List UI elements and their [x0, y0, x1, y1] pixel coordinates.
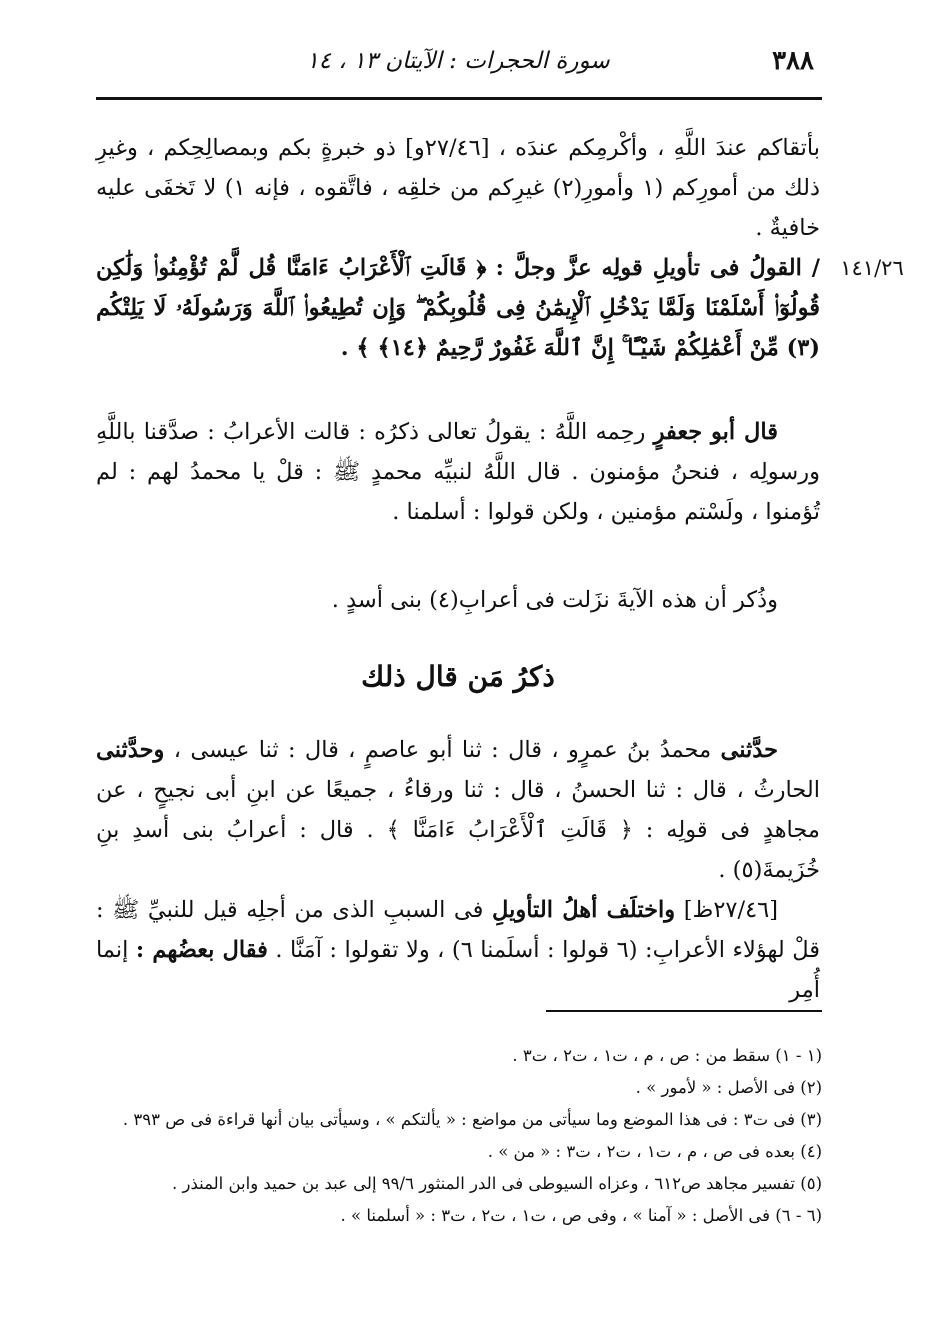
paragraph-revelation	[96, 580, 820, 620]
paragraph-disagreement	[96, 890, 820, 1010]
paragraph-abu-jafar-text	[96, 412, 820, 532]
folio-reference: [٢٧/٤٦ظ]	[683, 897, 779, 923]
narration-lead-2: وحدَّثنى	[96, 737, 165, 763]
disagreement-text-2: إنما أُمِر	[96, 937, 820, 1003]
disagreement-lead-2: فقال بعضُهم :	[135, 937, 268, 963]
paragraph-1-text: بأتقاكم عندَ اللَّهِ ، وأكْرمِكم عندَه ، [٢٧/٤٦و] ذو خبرةٍ بكم وبمصالِحِكم ، وغيرِ ذلك من أمورِكم (١ وأمورِ(٢) غيرِكم من خلقِه ، فاتَّقوه ، فإنه ١) لا تَخفَى عليه خافيةٌ .	[96, 135, 820, 241]
paragraph-1	[96, 128, 820, 248]
narration-text-1: محمدُ بنُ عمرٍو ، قال : ثنا أبو عاصمٍ ، قال : ثنا عيسى ،	[173, 737, 712, 763]
section-heading: ذكرُ مَن قال ذلك	[361, 660, 555, 693]
disagreement-text-1: فى السببِ الذى من أجلِه قيل للنبيِّ ﷺ : قلْ لهؤلاء الأعرابِ: (٦ قولوا : أسلَمنا ٦) ، ولا تقولوا : آمَنَّا .	[96, 897, 821, 963]
paragraph-narration	[96, 730, 820, 890]
footnote-6: (٦ - ٦) فى الأصل : « آمنا » ، وفى ص ، ت١ ، ت٢ ، ت٣ : « أسلمنا » .	[340, 1206, 822, 1225]
footnote-divider	[546, 1010, 822, 1012]
header-divider	[96, 97, 822, 100]
paragraph-disagreement-text	[96, 890, 820, 1010]
footnote-3: (٣) فى ت٣ : فى هذا الموضع وما سيأتى من مواضع : « يألتكم » ، وسيأتى بيان أنها قراءة فى ص ٣٩٣ .	[122, 1110, 822, 1129]
margin-reference: ١٤١/٢٦	[840, 256, 904, 280]
disagreement-lead: واختلَف أهلُ التأويلِ	[492, 897, 676, 923]
footnote-4: (٤) بعده فى ص ، م ، ت١ ، ت٢ ، ت٣ : « من » .	[487, 1142, 822, 1161]
paragraph-revelation-text: وذُكر أن هذه الآيةَ نزَلت فى أعرابِ(٤) بنى أسدٍ .	[331, 587, 778, 613]
paragraph-narration-text	[96, 730, 820, 890]
narration-lead: حدَّثنى	[720, 737, 779, 763]
footnotes	[96, 1040, 822, 1232]
verse-paragraph	[96, 248, 820, 368]
running-title: سورة الحجرات : الآيتان ١٣ ، ١٤	[306, 48, 610, 74]
verse-paragraph-text	[96, 248, 820, 368]
narration-text-2: الحارثُ ، قال : ثنا الحسنُ ، قال : ثنا ورقاءُ ، جميعًا عن ابنِ أبى نجيحٍ ، عن مجاهدٍ فى قولِه : ﴿ قَالَتِ ٱلْأَعْرَابُ ءَامَنَّا ﴾ . قال : أعرابُ بنى أسدِ بنِ خُزَيمةَ(٥) .	[96, 777, 820, 883]
footnote-2: (٢) فى الأصل : « لأمور » .	[635, 1078, 822, 1097]
verse-lead: / القولُ فى تأويلِ قولِه عزَّ وجلَّ :	[495, 255, 821, 281]
paragraph-abu-jafar	[96, 412, 820, 532]
abu-jafar-text: رحِمه اللَّهُ : يقولُ تعالى ذكرُه : قالت الأعرابُ : صدَّقنا باللَّهِ ورسولِه ، فنحنُ مؤمنون . قال اللَّهُ لنبيِّه محمدٍ ﷺ : قلْ يا محمدُ لهم : لم تُؤمنوا ، ولَسْتم مؤمنين ، ولكن قولوا : أسلمنا .	[96, 419, 820, 525]
footnote-1: (١ - ١) سقط من : ص ، م ، ت١ ، ت٢ ، ت٣ .	[512, 1046, 822, 1065]
abu-jafar-lead: قال أبو جعفرٍ	[653, 419, 778, 445]
quran-verse: ﴿ قَالَتِ ٱلْأَعْرَابُ ءَامَنَّا قُل لَّمْ تُؤْمِنُوا۟ وَلَٰكِن قُولُوٓا۟ أَسْلَمْنَا وَلَمَّا يَدْخُلِ ٱلْإِيمَٰنُ فِى قُلُوبِكُمْ ۖ وَإِن تُطِيعُوا۟ ٱللَّهَ وَرَسُولَهُۥ لَا يَلِتْكُم (٣) مِّنْ أَعْمَٰلِكُمْ شَيْـًٔا ۚ إِنَّ ٱللَّهَ غَفُورٌ رَّحِيمٌ ﴿١٤﴾ ﴾ .	[96, 255, 820, 361]
page-number: ٣٨٨	[772, 46, 814, 76]
footnote-5: (٥) تفسير مجاهد ص٦١٢ ، وعزاه السيوطى فى الدر المنثور ٩٩/٦ إلى عبد بن حميد وابن المنذر .	[171, 1174, 822, 1193]
page-header	[96, 44, 820, 94]
